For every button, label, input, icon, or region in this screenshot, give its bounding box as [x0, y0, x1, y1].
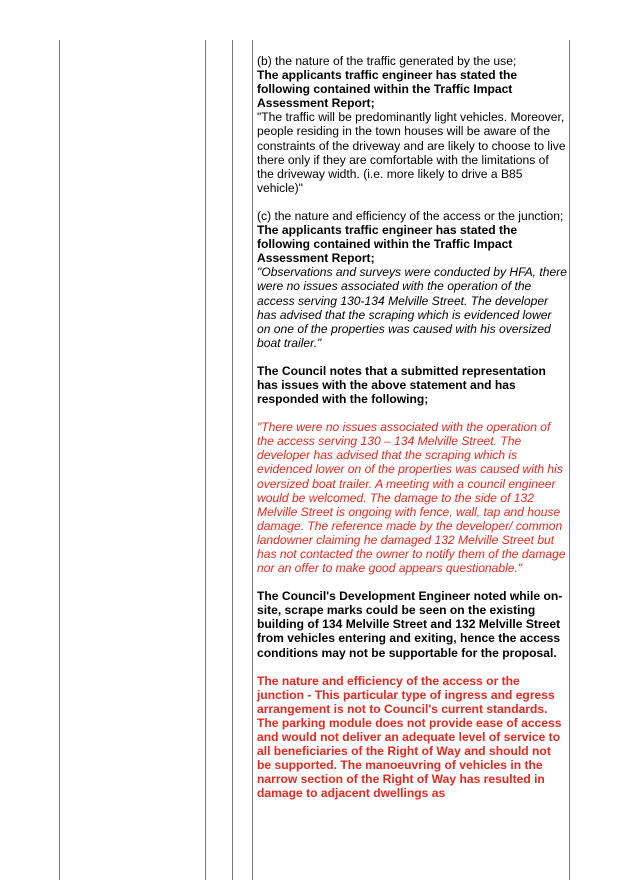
applicant-statement-heading: The applicants traffic engineer has stated the following contained within the Traffic Impact Assessment Report; [257, 68, 518, 111]
applicant-statement-heading: The applicants traffic engineer has stated the following contained within the Traffic Impact Assessment Report; [257, 223, 518, 266]
criterion-c-heading: (c) the nature and efficiency of the access or the junction; [257, 208, 564, 223]
development-engineer-paragraph: The Council's Development Engineer noted while on-site, scrape marks could be seen on the existing building of 134 Melville Street and 132 Melville Street from vehicles entering and exiting, hence the access conditions may not be supportable for the proposal. [257, 589, 563, 660]
table-rule-1 [59, 40, 60, 880]
observations-quote: "Observations and surveys were conducted by HFA, there were no issues associated with the operation of the access serving 130-134 Melville Street. The developer has advised that the scraping which is evidenced lower on one of the properties was caused with his oversized boat trailer." [257, 265, 567, 350]
table-rule-5 [569, 40, 570, 880]
assessment-text-cell [257, 54, 567, 801]
table-rule-3 [232, 40, 233, 880]
access-efficiency-conclusion: The nature and efficiency of the access or the junction - This particular type of ingress and egress arrangement is not to Council's current standards. The parking module does not provide ease of access and would not deliver an adequate level of service to all beneficiaries of the Right of Way and should not be supported. The manoeuvring of vehicles in the narrow section of the Right of Way has resulted in damage to adjacent dwellings as [257, 673, 562, 801]
representation-quote: "There were no issues associated with the operation of the access serving 130 – 134 Melville Street. The developer has advised that the scraping which is evidenced lower on of the properties was caused with his oversized boat trailer. A meeting with a council engineer would be welcomed. The damage to the side of 132 Melville Street is ongoing with fence, wall, tap and house damage. The reference made by the developer/ common landowner claiming he damaged 132 Melville Street but has not contacted the owner to notify them of the damage nor an offer to make good appears questionable." [257, 420, 566, 576]
table-rule-4 [252, 40, 253, 880]
traffic-quote: "The traffic will be predominantly light vehicles. Moreover, people residing in the town houses will be aware of the constraints of the driveway and are likely to choose to live there only if they are comfortable with the limitations of the driveway width. (i.e. more likely to drive a B85 vehicle)" [257, 110, 566, 195]
council-notes-paragraph: The Council notes that a submitted representation has issues with the above statement and has responded with the following; [257, 363, 546, 407]
table-rule-2 [205, 40, 206, 880]
criterion-b-heading: (b) the nature of the traffic generated by the use; [257, 54, 517, 68]
